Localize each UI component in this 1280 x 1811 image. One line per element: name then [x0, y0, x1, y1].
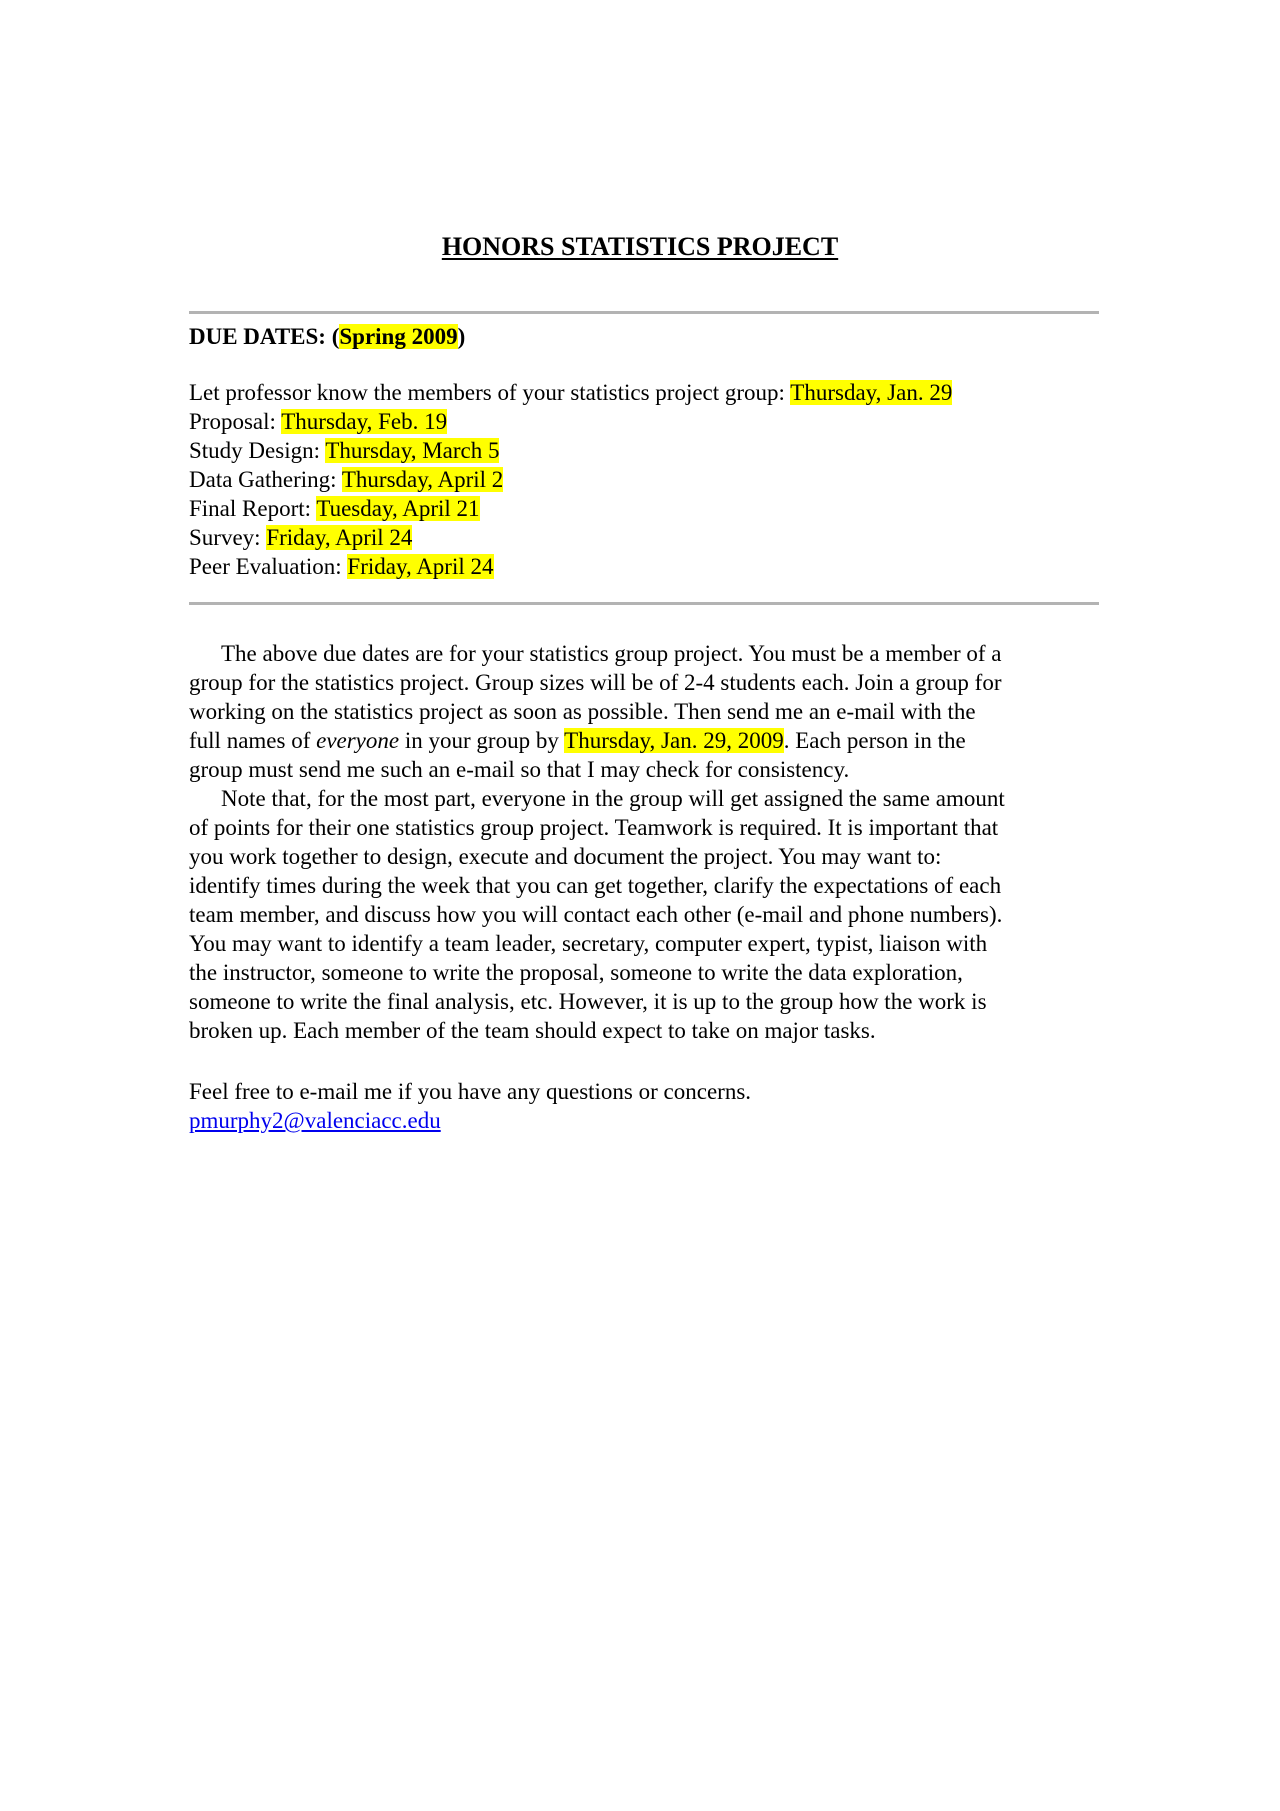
due-date-row — [189, 465, 952, 494]
due-date-label: Final Report: — [189, 496, 317, 521]
paragraph-line: group for the statistics project. Group sizes will be of 2-4 students each. Join a group for — [189, 670, 1002, 695]
closing-text: Feel free to e-mail me if you have any questions or concerns. — [189, 1079, 752, 1104]
due-heading-term: Spring 2009 — [339, 324, 458, 349]
due-date-label: Study Design: — [189, 438, 326, 463]
page-title: HONORS STATISTICS PROJECT — [441, 232, 839, 261]
top-divider — [189, 311, 1099, 314]
due-date-value: Thursday, March 5 — [325, 438, 500, 463]
paragraph-line — [189, 726, 1101, 755]
email-link[interactable]: pmurphy2@valenciacc.edu — [189, 1108, 441, 1133]
due-date-row — [189, 378, 952, 407]
paragraph-fragment: . Each person in the — [783, 728, 966, 753]
emphasis-everyone: everyone — [316, 728, 400, 753]
paragraph-fragment: full names of — [189, 728, 317, 753]
due-date-row — [189, 523, 952, 552]
due-date-value: Tuesday, April 21 — [316, 496, 480, 521]
due-date-row — [189, 436, 952, 465]
due-date-label: Peer Evaluation: — [189, 554, 348, 579]
due-date-row — [189, 552, 952, 581]
body-text — [189, 639, 1101, 1045]
paragraph-line: Note that, for the most part, everyone in the group will get assigned the same amount — [221, 786, 1005, 811]
due-date-row — [189, 494, 952, 523]
bottom-divider — [189, 602, 1099, 605]
due-heading-prefix: DUE DATES: ( — [189, 324, 340, 349]
due-dates-heading — [189, 321, 465, 353]
due-date-value: Thursday, Feb. 19 — [281, 409, 448, 434]
paragraph-line: someone to write the final analysis, etc. However, it is up to the group how the work is — [189, 989, 987, 1014]
due-date-label: Proposal: — [189, 409, 282, 434]
paragraph-line: group must send me such an e-mail so that I may check for consistency. — [189, 757, 850, 782]
paragraph-line: identify times during the week that you can get together, clarify the expectations of each — [189, 873, 1002, 898]
due-heading-suffix: ) — [457, 324, 466, 349]
due-date-value: Friday, April 24 — [266, 525, 413, 550]
due-date-row — [189, 407, 952, 436]
due-date-label: Let professor know the members of your statistics project group: — [189, 380, 791, 405]
paragraph-line: you work together to design, execute and document the project. You may want to: — [189, 844, 942, 869]
due-date-label: Data Gathering: — [189, 467, 342, 492]
paragraph-line: broken up. Each member of the team should expect to take on major tasks. — [189, 1018, 876, 1043]
due-date-value: Thursday, April 2 — [341, 467, 504, 492]
paragraph-line: of points for their one statistics group project. Teamwork is required. It is important that — [189, 815, 999, 840]
paragraph-fragment: in your group by — [399, 728, 565, 753]
due-date-label: Survey: — [189, 525, 267, 550]
paragraph-line: You may want to identify a team leader, secretary, computer expert, typist, liaison with — [189, 931, 988, 956]
paragraph-line: working on the statistics project as soon as possible. Then send me an e-mail with the — [189, 699, 976, 724]
paragraph-line: team member, and discuss how you will contact each other (e-mail and phone numbers). — [189, 902, 1003, 927]
paragraph-line: The above due dates are for your statistics group project. You must be a member of a — [221, 641, 1002, 666]
contact-block — [189, 1077, 751, 1135]
due-date-value: Friday, April 24 — [347, 554, 494, 579]
due-date-value: Thursday, Jan. 29 — [790, 380, 953, 405]
highlighted-due-date: Thursday, Jan. 29, 2009 — [564, 728, 784, 753]
paragraph-line: the instructor, someone to write the proposal, someone to write the data exploration, — [189, 960, 963, 985]
due-dates-list — [189, 378, 952, 581]
